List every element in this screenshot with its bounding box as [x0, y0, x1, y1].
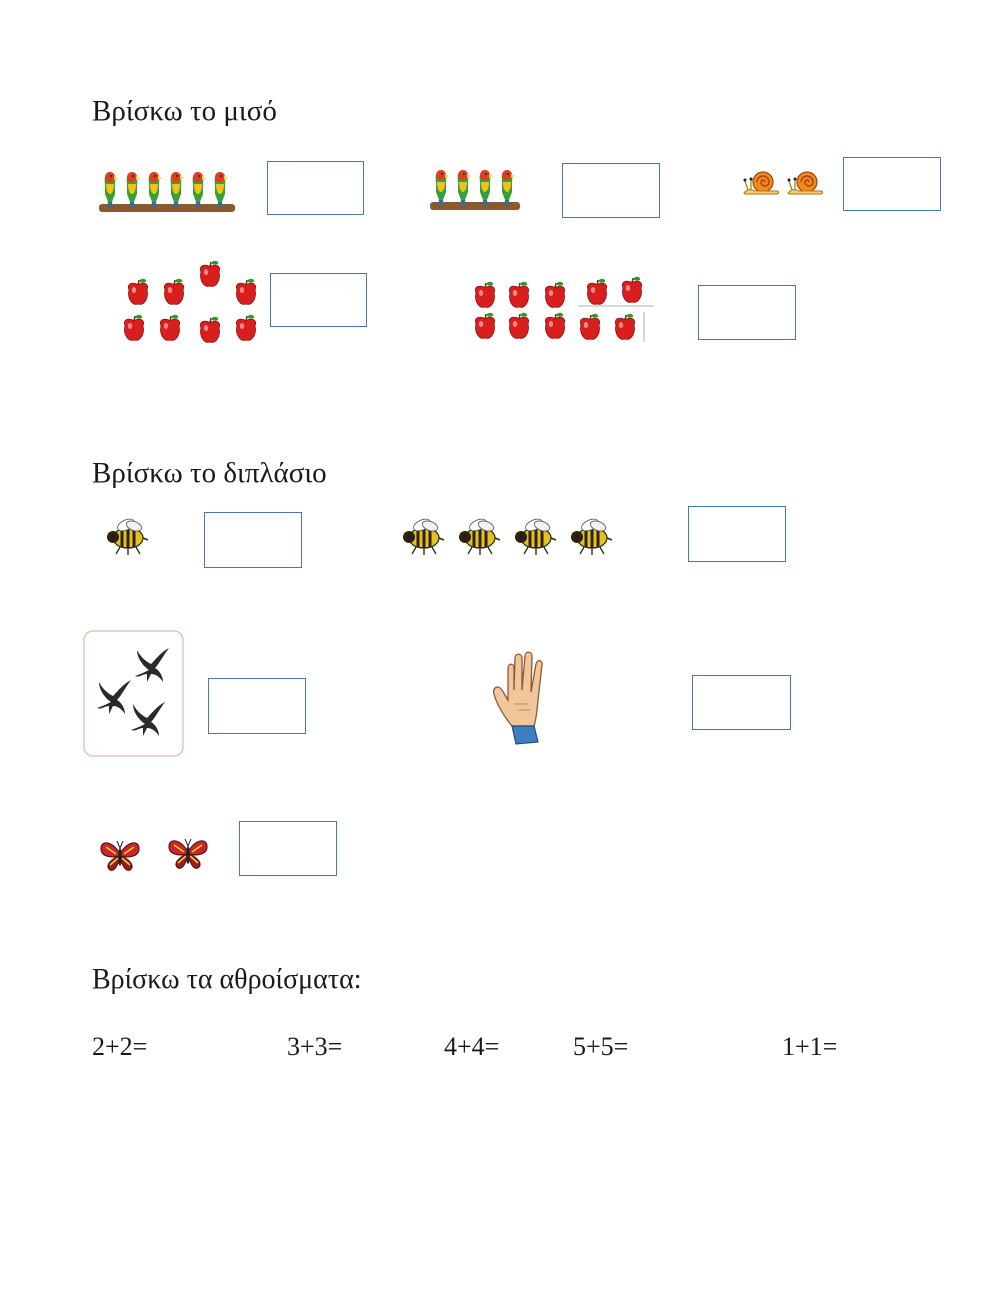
sum-expression-3: 4+4=	[444, 1032, 500, 1061]
bee-icon	[396, 512, 620, 564]
apple-icon	[466, 272, 658, 347]
answer-box-half-2[interactable]	[562, 163, 660, 218]
section-title-double: Βρίσκω το διπλάσιο	[92, 457, 327, 489]
sum-expression-4: 5+5=	[573, 1032, 629, 1061]
answer-box-half-1[interactable]	[267, 161, 364, 215]
sum-expression-1: 2+2=	[92, 1032, 148, 1061]
answer-box-half-5[interactable]	[698, 285, 796, 340]
answer-box-half-4[interactable]	[270, 273, 367, 327]
section-title-sums: Βρίσκω τα αθροίσματα:	[92, 964, 362, 995]
answer-box-double-3[interactable]	[208, 678, 306, 734]
snail-icon	[741, 168, 831, 202]
swallow-icon	[83, 630, 185, 758]
sum-expression-5: 1+1=	[782, 1032, 838, 1061]
answer-box-double-5[interactable]	[239, 821, 337, 876]
answer-box-half-3[interactable]	[843, 157, 941, 211]
answer-box-double-1[interactable]	[204, 512, 302, 568]
answer-box-double-2[interactable]	[688, 506, 786, 562]
sum-expression-2: 3+3=	[287, 1032, 343, 1061]
apple-icon	[118, 258, 266, 348]
answer-box-double-4[interactable]	[692, 675, 791, 730]
parrots-icon	[99, 170, 237, 220]
hand-icon	[492, 650, 554, 746]
bee-icon	[100, 512, 156, 564]
section-title-half: Βρίσκω το μισό	[92, 95, 277, 127]
butterfly-icon	[96, 830, 220, 880]
parrots-icon	[430, 168, 522, 218]
